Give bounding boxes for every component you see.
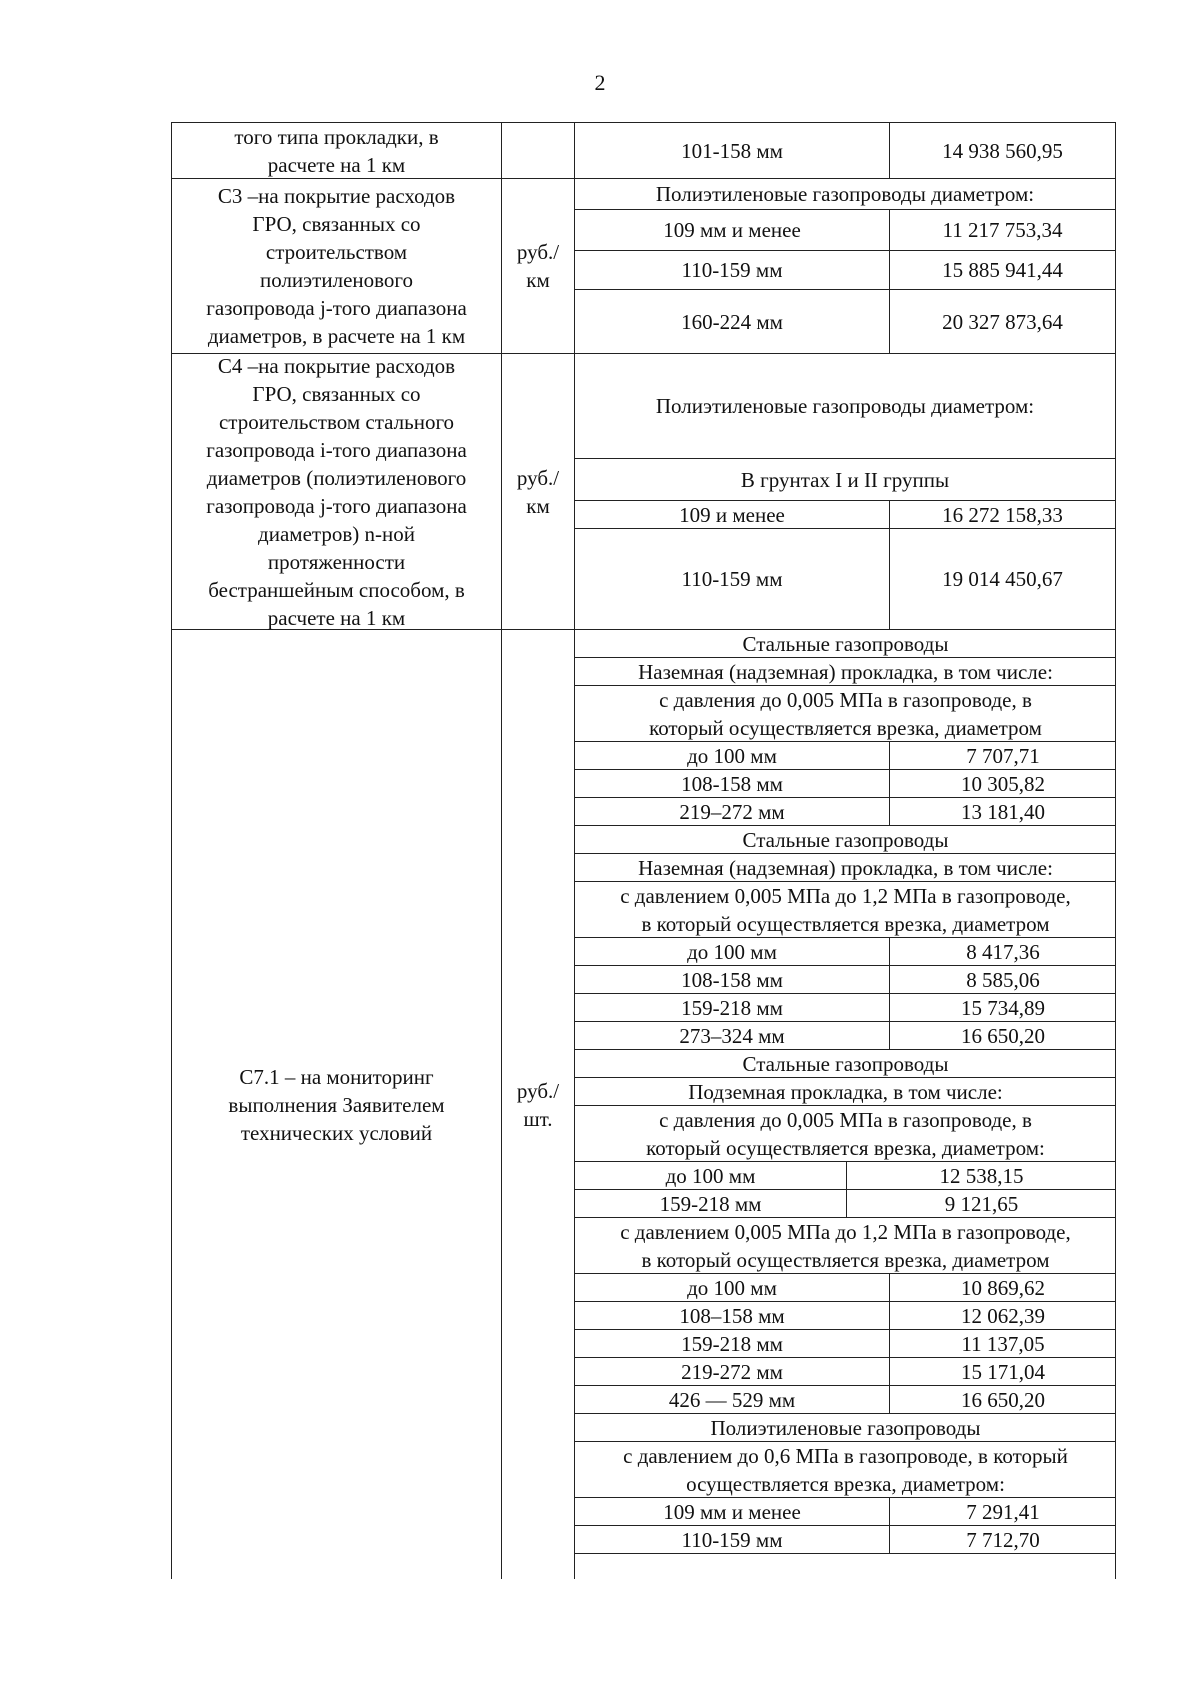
diameter-cell: 273–324 мм: [575, 1022, 890, 1050]
value-cell: 12 538,15: [939, 1164, 1024, 1188]
pressure-condition: с давлением до 0,6 МПа в газопроводе, в который осуществляется врезка, диаметром:: [575, 1442, 1116, 1498]
diameter-cell: 108-158 мм: [575, 966, 890, 994]
c3-unit: руб./ км: [502, 179, 575, 354]
value-cell: 8 417,36: [890, 938, 1116, 966]
c4-diameter: 109 и менее: [575, 501, 890, 529]
value-cell: 12 062,39: [890, 1302, 1116, 1330]
value-cell: 16 650,20: [890, 1386, 1116, 1414]
diameter-cell: 219-272 мм: [575, 1358, 890, 1386]
diameter-cell: 426 — 529 мм: [575, 1386, 890, 1414]
diameter-cell: 109 мм и менее: [575, 1498, 890, 1526]
c71-rate-label: С7.1 – на мониторинг выполнения Заявителем технических условий: [171, 630, 502, 1579]
pressure-condition: с давлением 0,005 МПа до 1,2 МПа в газопроводе, в который осуществляется врезка, диаметром: [575, 1218, 1116, 1274]
c4-subheader: В грунтах I и II группы: [575, 459, 1116, 501]
tariff-table-top: [171, 122, 1116, 630]
value-cell: 7 291,41: [890, 1498, 1116, 1526]
value-cell: 9 121,65: [944, 1192, 1019, 1216]
c3-header: Полиэтиленовые газопроводы диаметром:: [575, 179, 1116, 210]
split-row: [575, 1162, 1116, 1190]
value-cell: 10 869,62: [890, 1274, 1116, 1302]
split-row: [575, 1190, 1116, 1218]
diameter-cell: 108-158 мм: [575, 770, 890, 798]
diameter-cell: 219–272 мм: [575, 798, 890, 826]
pressure-condition: с давлением 0,005 МПа до 1,2 МПа в газопроводе, в который осуществляется врезка, диаметром: [575, 882, 1116, 938]
c4-value: 19 014 450,67: [890, 529, 1116, 630]
subsection-header: Наземная (надземная) прокладка, в том числе:: [575, 854, 1116, 882]
value-cell: 8 585,06: [890, 966, 1116, 994]
c4-diameter: 110-159 мм: [575, 529, 890, 630]
c4-header: Полиэтиленовые газопроводы диаметром:: [575, 354, 1116, 459]
diameter-cell: до 100 мм: [575, 938, 890, 966]
diameter-cell: 159-218 мм: [575, 1330, 890, 1358]
section-header: Полиэтиленовые газопроводы: [575, 1414, 1116, 1442]
c3-diameter: 109 мм и менее: [575, 210, 890, 251]
prev-rate-value: 14 938 560,95: [890, 122, 1116, 179]
c71-values: [575, 630, 1116, 1579]
prev-rate-diameter: 101-158 мм: [575, 122, 890, 179]
value-cell: 10 305,82: [890, 770, 1116, 798]
c4-rate-label: С4 –на покрытие расходов ГРО, связанных со строительством стального газопровода i-того диапазона диаметров (полиэтиленового газопровода j-того диапазона диаметров) n-ной протяженности бестраншейным способом, в расчете на 1 км: [171, 354, 502, 630]
pressure-condition: с давления до 0,005 МПа в газопроводе, в который осуществляется врезка, диаметром: [575, 686, 1116, 742]
value-cell: 7 707,71: [890, 742, 1116, 770]
diameter-cell: 159-218 мм: [575, 1190, 847, 1218]
diameter-cell: до 100 мм: [575, 742, 890, 770]
diameter-cell: 159-218 мм: [575, 994, 890, 1022]
c3-diameter: 160-224 мм: [575, 290, 890, 354]
section-header: Стальные газопроводы: [575, 630, 1116, 658]
prev-rate-label: того типа прокладки, в расчете на 1 км: [171, 122, 502, 179]
c4-unit: руб./ км: [502, 354, 575, 630]
c3-value: 11 217 753,34: [890, 210, 1116, 251]
c4-value: 16 272 158,33: [890, 501, 1116, 529]
diameter-cell: 108–158 мм: [575, 1302, 890, 1330]
subsection-header: Наземная (надземная) прокладка, в том числе:: [575, 658, 1116, 686]
value-cell: 16 650,20: [890, 1022, 1116, 1050]
c3-diameter: 110-159 мм: [575, 251, 890, 290]
tariff-table-c71: [171, 630, 1116, 1579]
subsection-header: Подземная прокладка, в том числе:: [575, 1078, 1116, 1106]
pressure-condition: с давления до 0,005 МПа в газопроводе, в который осуществляется врезка, диаметром:: [575, 1106, 1116, 1162]
value-cell: 13 181,40: [890, 798, 1116, 826]
section-header: Стальные газопроводы: [575, 1050, 1116, 1078]
section-header: Стальные газопроводы: [575, 826, 1116, 854]
page-number: 2: [594, 70, 606, 95]
value-cell: 15 734,89: [890, 994, 1116, 1022]
diameter-cell: 110-159 мм: [575, 1526, 890, 1554]
prev-rate-unit: [502, 122, 575, 179]
c71-unit: руб./ шт.: [502, 630, 575, 1579]
c3-value: 15 885 941,44: [890, 251, 1116, 290]
value-cell: 7 712,70: [890, 1526, 1116, 1554]
c3-value: 20 327 873,64: [890, 290, 1116, 354]
value-cell: 11 137,05: [890, 1330, 1116, 1358]
diameter-cell: до 100 мм: [575, 1162, 847, 1190]
value-cell: 15 171,04: [890, 1358, 1116, 1386]
c3-rate-label: С3 –на покрытие расходов ГРО, связанных со строительством полиэтиленового газопровода j-того диапазона диаметров, в расчете на 1 км: [171, 179, 502, 354]
diameter-cell: до 100 мм: [575, 1274, 890, 1302]
